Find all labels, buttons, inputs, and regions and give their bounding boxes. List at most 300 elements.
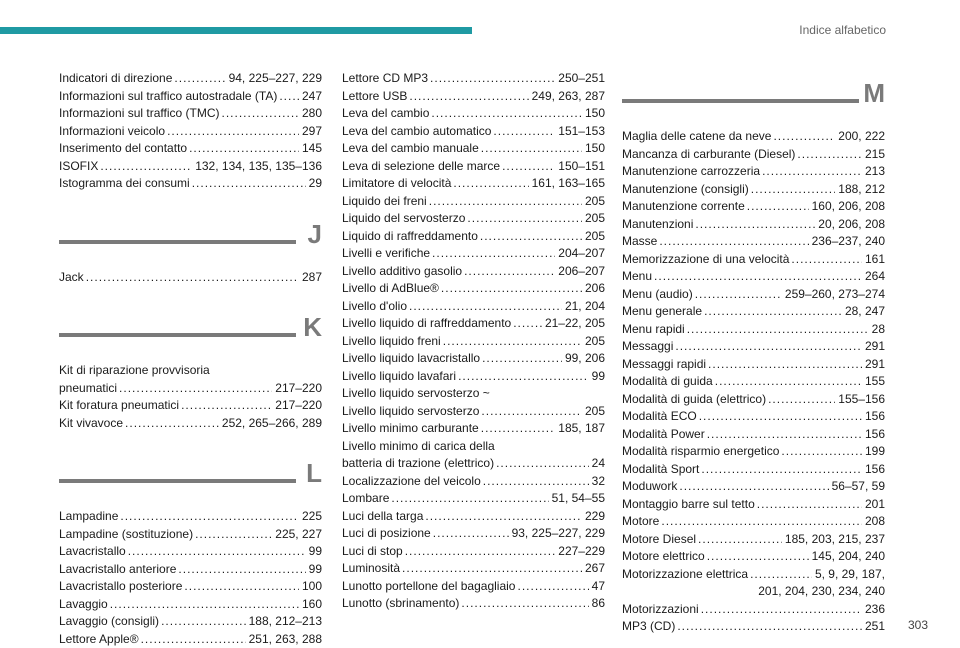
entry-term: Livello additivo gasolio <box>342 263 462 281</box>
entry-pages: 155 <box>865 373 885 391</box>
dot-leader <box>750 566 812 584</box>
index-entry <box>342 350 605 368</box>
index-section <box>59 211 322 287</box>
index-entry <box>342 228 605 246</box>
entry-term: Lavacristallo <box>59 543 126 561</box>
dot-leader <box>402 560 582 578</box>
index-entry <box>342 245 605 263</box>
entry-pages: 160 <box>302 596 322 614</box>
entry-term: Manutenzione corrente <box>622 198 745 216</box>
entry-term: Manutenzioni <box>622 216 693 234</box>
entry-term: Luci della targa <box>342 508 423 526</box>
entry-term: Modalità di guida (elettrico) <box>622 391 766 409</box>
index-entry <box>622 163 885 181</box>
dot-leader <box>699 408 862 426</box>
index-entry-heading: Livello minimo di carica della <box>342 438 605 456</box>
index-entry <box>622 216 885 234</box>
dot-leader <box>279 88 299 106</box>
entry-pages: 236 <box>865 601 885 619</box>
entry-pages: 251 <box>865 618 885 636</box>
entry-term: Motore elettrico <box>622 548 705 566</box>
dot-leader <box>184 578 299 596</box>
index-entry <box>342 368 605 386</box>
dot-leader <box>120 508 299 526</box>
index-section <box>342 70 605 613</box>
entry-term: Livello liquido freni <box>342 333 441 351</box>
entry-pages: 291 <box>865 338 885 356</box>
entry-term: Livello minimo carburante <box>342 420 479 438</box>
entry-term: Leva del cambio automatico <box>342 123 491 141</box>
entry-pages: 249, 263, 287 <box>532 88 605 106</box>
entry-pages: 250–251 <box>558 70 605 88</box>
dot-leader <box>221 105 298 123</box>
index-entry <box>622 478 885 496</box>
index-column-1 <box>59 70 322 648</box>
index-entry <box>59 578 322 596</box>
index-entry <box>622 268 885 286</box>
entry-pages: 28 <box>872 321 885 339</box>
index-entry <box>622 601 885 619</box>
entry-term: Masse <box>622 233 657 251</box>
entry-term: Modalità ECO <box>622 408 697 426</box>
index-entry <box>622 233 885 251</box>
entry-term: ISOFIX <box>59 158 98 176</box>
index-entry <box>59 140 322 158</box>
entry-pages: 150–151 <box>558 158 605 176</box>
dot-leader <box>757 496 862 514</box>
entry-term: Liquido dei freni <box>342 193 427 211</box>
dot-leader <box>429 193 582 211</box>
index-entry <box>622 146 885 164</box>
index-entry <box>622 443 885 461</box>
index-entry <box>622 531 885 549</box>
entry-pages: 155–156 <box>838 391 885 409</box>
entry-term: Lavaggio (consigli) <box>59 613 159 631</box>
index-entry <box>622 251 885 269</box>
entry-term: Modalità Sport <box>622 461 699 479</box>
entry-pages: 205 <box>585 228 605 246</box>
index-entry <box>59 269 322 287</box>
entry-pages: 86 <box>592 595 605 613</box>
dot-leader <box>704 303 842 321</box>
section-header <box>59 450 322 508</box>
entry-term: Modalità di guida <box>622 373 713 391</box>
dot-leader <box>481 420 556 438</box>
index-entry <box>622 128 885 146</box>
entry-pages: 161, 163–165 <box>532 175 605 193</box>
index-entry <box>622 461 885 479</box>
dot-leader <box>432 245 555 263</box>
entry-pages: 5, 9, 29, 187, <box>815 566 885 584</box>
dot-leader <box>409 298 562 316</box>
entry-pages: 280 <box>302 105 322 123</box>
dot-leader <box>461 595 588 613</box>
dot-leader <box>431 105 582 123</box>
section-letter: M <box>863 78 885 108</box>
entry-term: Livello d'olio <box>342 298 407 316</box>
dot-leader <box>707 426 862 444</box>
dot-leader <box>425 508 582 526</box>
entry-pages: 161 <box>865 251 885 269</box>
index-entry <box>342 88 605 106</box>
dot-leader <box>86 269 299 287</box>
entry-term: Lavacristallo posteriore <box>59 578 182 596</box>
entry-term: Kit vivavoce <box>59 415 123 433</box>
dot-leader <box>762 163 862 181</box>
entry-pages: 236–237, 240 <box>812 233 885 251</box>
dot-leader <box>174 70 225 88</box>
entry-term: Lunotto (sbrinamento) <box>342 595 459 613</box>
dot-leader <box>481 140 582 158</box>
index-entry <box>342 595 605 613</box>
entry-pages: 229 <box>585 508 605 526</box>
index-entry <box>342 333 605 351</box>
dot-leader <box>747 198 809 216</box>
entry-term: Informazioni sul traffico autostradale (TA) <box>59 88 277 106</box>
entry-pages: 185, 203, 215, 237 <box>785 531 885 549</box>
dot-leader <box>493 123 555 141</box>
index-entry <box>59 631 322 648</box>
dot-leader <box>189 140 299 158</box>
entry-term: Leva del cambio manuale <box>342 140 479 158</box>
entry-pages: 205 <box>585 193 605 211</box>
dot-leader <box>391 490 548 508</box>
entry-pages: 188, 212–213 <box>249 613 322 631</box>
dot-leader <box>195 526 272 544</box>
index-entry <box>59 596 322 614</box>
entry-term: Informazioni veicolo <box>59 123 165 141</box>
entry-term: Mancanza di carburante (Diesel) <box>622 146 795 164</box>
entry-pages: 225 <box>302 508 322 526</box>
entry-term: Lavaggio <box>59 596 108 614</box>
entry-term: Lampadine (sostituzione) <box>59 526 193 544</box>
entry-pages: 227–229 <box>558 543 605 561</box>
dot-leader <box>464 263 555 281</box>
index-entry <box>622 303 885 321</box>
dot-leader <box>502 158 555 176</box>
entry-pages: 99, 206 <box>565 350 605 368</box>
entry-pages: 29 <box>309 175 322 193</box>
dot-leader <box>161 613 246 631</box>
entry-term: Manutenzione (consigli) <box>622 181 749 199</box>
index-entry <box>622 356 885 374</box>
dot-leader <box>695 286 782 304</box>
entry-term: Motore Diesel <box>622 531 696 549</box>
entry-pages: 215 <box>865 146 885 164</box>
dot-leader <box>677 618 862 636</box>
entry-term: batteria di trazione (elettrico) <box>342 455 494 473</box>
dot-leader <box>443 333 582 351</box>
dot-leader <box>433 525 509 543</box>
entry-pages: 185, 187 <box>558 420 605 438</box>
dot-leader <box>687 321 869 339</box>
dot-leader <box>441 280 582 298</box>
index-entry-heading: Kit di riparazione provvisoria <box>59 362 322 380</box>
dot-leader <box>675 338 862 356</box>
dot-leader <box>781 443 862 461</box>
dot-leader <box>659 233 808 251</box>
dot-leader <box>751 181 836 199</box>
entry-term: Menu rapidi <box>622 321 685 339</box>
entry-pages: 267 <box>585 560 605 578</box>
index-section <box>59 70 322 193</box>
index-entry <box>342 560 605 578</box>
index-entry <box>622 548 885 566</box>
entry-term: Menu (audio) <box>622 286 693 304</box>
index-entry <box>342 403 605 421</box>
entry-term: Modalità risparmio energetico <box>622 443 779 461</box>
dot-leader <box>701 461 862 479</box>
index-entry <box>622 286 885 304</box>
index-entry <box>59 415 322 433</box>
entry-term: Lettore CD MP3 <box>342 70 428 88</box>
dot-leader <box>481 403 582 421</box>
entry-pages: 24 <box>592 455 605 473</box>
entry-term: Lunotto portellone del bagagliaio <box>342 578 515 596</box>
section-divider <box>59 240 296 244</box>
index-entry <box>622 496 885 514</box>
dot-leader <box>513 315 542 333</box>
index-entry <box>622 426 885 444</box>
entry-pages: 199 <box>865 443 885 461</box>
dot-leader <box>797 146 862 164</box>
index-entry <box>59 508 322 526</box>
entry-pages: 94, 225–227, 229 <box>229 70 322 88</box>
dot-leader <box>480 228 582 246</box>
dot-leader <box>458 368 589 386</box>
dot-leader <box>430 70 555 88</box>
entry-pages: 204–207 <box>558 245 605 263</box>
page-number: 303 <box>908 618 928 632</box>
entry-term: Menu <box>622 268 652 286</box>
entry-pages: 47 <box>592 578 605 596</box>
section-header <box>59 211 322 269</box>
index-entry <box>342 420 605 438</box>
dot-leader <box>695 216 815 234</box>
index-section <box>59 304 322 432</box>
section-divider <box>59 479 296 483</box>
index-entry <box>342 158 605 176</box>
entry-term: Leva di selezione delle marce <box>342 158 500 176</box>
entry-pages: 160, 206, 208 <box>812 198 885 216</box>
dot-leader <box>483 473 589 491</box>
dot-leader <box>707 548 809 566</box>
index-entry <box>342 105 605 123</box>
entry-term: Luminosità <box>342 560 400 578</box>
index-entry <box>342 123 605 141</box>
index-entry <box>622 373 885 391</box>
entry-term: Luci di stop <box>342 543 403 561</box>
entry-pages: 259–260, 273–274 <box>785 286 885 304</box>
entry-term: Jack <box>59 269 84 287</box>
entry-term: Livello di AdBlue® <box>342 280 439 298</box>
entry-term: Messaggi <box>622 338 673 356</box>
entry-term: Livello liquido servosterzo <box>342 403 479 421</box>
dot-leader <box>453 175 528 193</box>
index-entry <box>342 508 605 526</box>
entry-term: Informazioni sul traffico (TMC) <box>59 105 219 123</box>
index-entry <box>59 613 322 631</box>
section-letter: L <box>306 458 322 488</box>
index-entry <box>342 175 605 193</box>
entry-term: Lettore USB <box>342 88 407 106</box>
entry-pages: 20, 206, 208 <box>818 216 885 234</box>
dot-leader <box>125 415 219 433</box>
index-entry <box>59 123 322 141</box>
entry-pages: 51, 54–55 <box>552 490 605 508</box>
entry-term: Livello liquido lavafari <box>342 368 456 386</box>
index-entry <box>342 543 605 561</box>
entry-pages: 93, 225–227, 229 <box>512 525 605 543</box>
index-entry <box>342 525 605 543</box>
index-entry-heading: Livello liquido servosterzo ~ <box>342 385 605 403</box>
entry-pages: 252, 265–266, 289 <box>222 415 322 433</box>
dot-leader <box>119 380 272 398</box>
entry-pages: 208 <box>865 513 885 531</box>
index-entry <box>622 391 885 409</box>
header-accent-bar <box>0 27 472 34</box>
entry-pages: 99 <box>309 561 322 579</box>
dot-leader <box>496 455 589 473</box>
index-entry <box>59 105 322 123</box>
index-column-3 <box>622 70 885 636</box>
entry-term: Modalità Power <box>622 426 705 444</box>
entry-term: Lettore Apple® <box>59 631 139 648</box>
entry-pages: 99 <box>592 368 605 386</box>
entry-term: Lampadine <box>59 508 118 526</box>
entry-pages: 188, 212 <box>838 181 885 199</box>
index-entry <box>342 210 605 228</box>
dot-leader <box>661 513 862 531</box>
entry-pages: 150 <box>585 140 605 158</box>
dot-leader <box>482 350 562 368</box>
index-entry <box>342 193 605 211</box>
index-entry <box>622 566 885 584</box>
entry-pages: 213 <box>865 163 885 181</box>
entry-term: MP3 (CD) <box>622 618 675 636</box>
entry-pages: 145, 204, 240 <box>812 548 885 566</box>
index-entry <box>342 315 605 333</box>
entry-term: Istogramma dei consumi <box>59 175 190 193</box>
index-column-2 <box>342 70 605 613</box>
dot-leader <box>409 88 528 106</box>
dot-leader <box>181 397 272 415</box>
index-entry <box>342 70 605 88</box>
index-entry <box>342 578 605 596</box>
entry-term: Lombare <box>342 490 389 508</box>
index-entry <box>342 455 605 473</box>
dot-leader <box>405 543 556 561</box>
index-section <box>59 450 322 648</box>
dot-leader <box>192 175 306 193</box>
index-entry <box>622 321 885 339</box>
entry-pages: 21, 204 <box>565 298 605 316</box>
index-entry <box>622 198 885 216</box>
entry-term: Livello liquido di raffreddamento <box>342 315 511 333</box>
entry-term: Memorizzazione di una velocità <box>622 251 789 269</box>
entry-term: Liquido del servosterzo <box>342 210 465 228</box>
dot-leader <box>715 373 862 391</box>
entry-term: Leva del cambio <box>342 105 429 123</box>
entry-pages: 156 <box>865 408 885 426</box>
dot-leader <box>128 543 306 561</box>
index-entry <box>342 473 605 491</box>
index-entry <box>342 490 605 508</box>
entry-term: Indicatori di direzione <box>59 70 172 88</box>
dot-leader <box>791 251 862 269</box>
entry-pages-continued: 201, 204, 230, 234, 240 <box>622 583 885 601</box>
index-entry <box>59 158 322 176</box>
dot-leader <box>110 596 299 614</box>
index-entry <box>342 280 605 298</box>
dot-leader <box>517 578 588 596</box>
entry-term: Menu generale <box>622 303 702 321</box>
entry-term: Limitatore di velocità <box>342 175 451 193</box>
index-entry <box>622 618 885 636</box>
dot-leader <box>708 356 862 374</box>
entry-pages: 99 <box>309 543 322 561</box>
entry-term: Motorizzazione elettrica <box>622 566 748 584</box>
index-entry <box>59 175 322 193</box>
entry-pages: 247 <box>302 88 322 106</box>
page-header-title: Indice alfabetico <box>799 23 886 37</box>
entry-term: Motorizzazioni <box>622 601 699 619</box>
index-entry <box>622 408 885 426</box>
dot-leader <box>768 391 835 409</box>
section-header <box>622 70 885 128</box>
entry-pages: 297 <box>302 123 322 141</box>
entry-term: Localizzazione del veicolo <box>342 473 481 491</box>
index-entry <box>342 140 605 158</box>
index-entry <box>59 88 322 106</box>
entry-pages: 151–153 <box>558 123 605 141</box>
entry-term: Luci di posizione <box>342 525 431 543</box>
entry-pages: 21–22, 205 <box>545 315 605 333</box>
dot-leader <box>679 478 828 496</box>
dot-leader <box>698 531 782 549</box>
entry-pages: 100 <box>302 578 322 596</box>
entry-pages: 28, 247 <box>845 303 885 321</box>
section-letter: J <box>308 219 322 249</box>
entry-pages: 205 <box>585 333 605 351</box>
entry-term: Motore <box>622 513 659 531</box>
entry-pages: 264 <box>865 268 885 286</box>
index-entry <box>59 70 322 88</box>
index-entry <box>342 298 605 316</box>
dot-leader <box>773 128 835 146</box>
entry-term: Kit foratura pneumatici <box>59 397 179 415</box>
entry-term: Messaggi rapidi <box>622 356 706 374</box>
dot-leader <box>100 158 192 176</box>
index-section <box>622 70 885 636</box>
entry-pages: 251, 263, 288 <box>249 631 322 648</box>
entry-pages: 217–220 <box>275 380 322 398</box>
dot-leader <box>167 123 299 141</box>
entry-term: Montaggio barre sul tetto <box>622 496 755 514</box>
entry-pages: 225, 227 <box>275 526 322 544</box>
entry-pages: 206–207 <box>558 263 605 281</box>
dot-leader <box>178 561 305 579</box>
entry-pages: 201 <box>865 496 885 514</box>
index-entry <box>622 338 885 356</box>
entry-pages: 150 <box>585 105 605 123</box>
section-header <box>59 304 322 362</box>
index-entry <box>59 543 322 561</box>
entry-pages: 156 <box>865 461 885 479</box>
entry-pages: 287 <box>302 269 322 287</box>
entry-pages: 56–57, 59 <box>832 478 885 496</box>
section-divider <box>59 333 296 337</box>
